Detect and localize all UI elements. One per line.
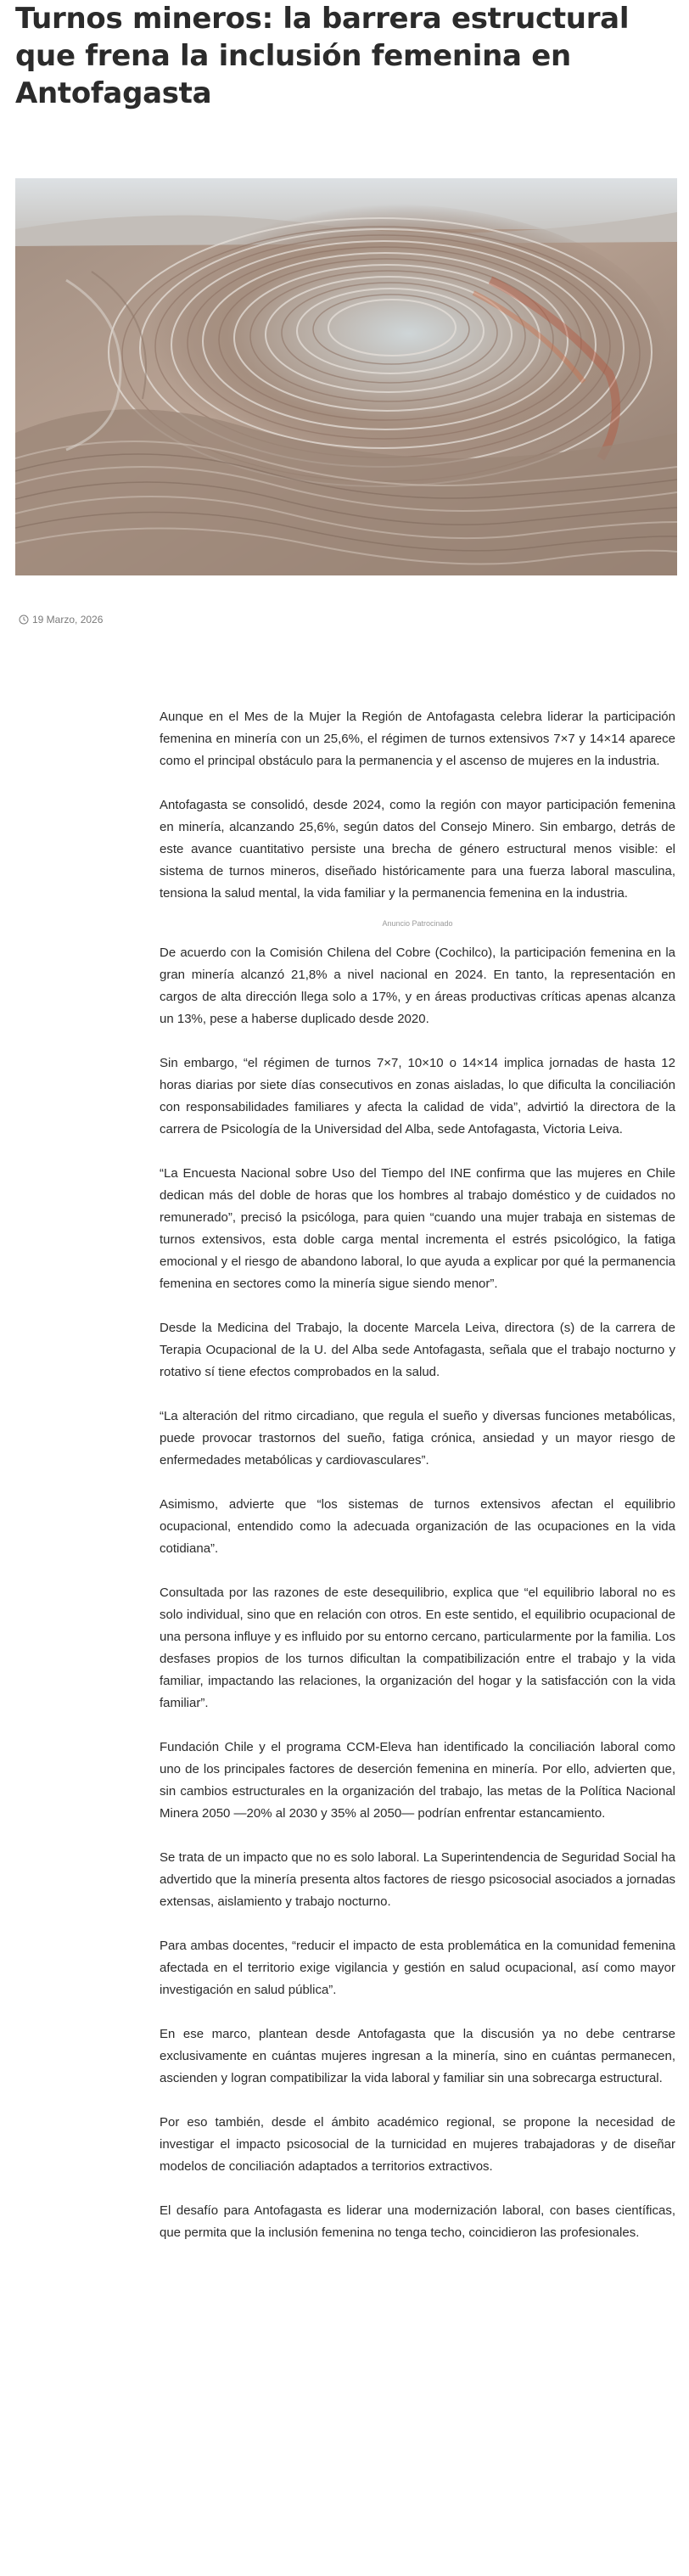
open-pit-mine-photo [15, 178, 677, 575]
article-paragraph: “La alteración del ritmo circadiano, que regula el sueño y diversas funciones metabólicas, puede provocar trastornos del sueño, fatiga crónica, ansiedad y un mayor riesgo de enfermedades metabólicas y cardiovasculares”. [160, 1409, 675, 1468]
article-paragraph: “La Encuesta Nacional sobre Uso del Tiempo del INE confirma que las mujeres en Chile dedican más del doble de horas que los hombres al trabajo doméstico y de cuidados no remunerado”, precisó la psicóloga, para quien “cuando una mujer trabaja en sistemas de turnos extensivos, esta doble carga mental incrementa el estrés psicológico, la fatiga emocional y el riesgo de abandono laboral, lo que ayuda a explicar por qué la permanencia femenina en sectores como la minería sigue siendo menor”. [160, 1166, 675, 1291]
article-paragraph: En ese marco, plantean desde Antofagasta que la discusión ya no debe centrarse exclusivamente en cuántas mujeres ingresan a la minería, sino en cuántas permanecen, ascienden y logran compatibilizar la vida laboral y familiar sin una sobrecarga estructural. [160, 2027, 675, 2085]
article-paragraph: Asimismo, advierte que “los sistemas de turnos extensivos afectan el equilibrio ocupacional, entendido como la adecuada organización de las ocupaciones en la vida cotidiana”. [160, 1497, 675, 1556]
article-paragraph: Antofagasta se consolidó, desde 2024, como la región con mayor participación femenina en minería, alcanzando 25,6%, según datos del Consejo Minero. Sin embargo, detrás de este avance cuantitativo persiste una brecha de género estructural menos visible: el sistema de turnos mineros, diseñado históricamente para una fuerza laboral masculina, tensiona la salud mental, la vida familiar y la permanencia femenina en la industria. [160, 798, 675, 901]
article-paragraph: Aunque en el Mes de la Mujer la Región de Antofagasta celebra liderar la participación femenina en minería con un 25,6%, el régimen de turnos extensivos 7×7 y 14×14 aparece como el principal obstáculo para la permanencia y el ascenso de mujeres en la industria. [160, 710, 675, 768]
article-paragraph: Para ambas docentes, “reducir el impacto de esta problemática en la comunidad femenina afectada en el territorio exige vigilancia y gestión en salud ocupacional, así como mayor investigación en salud pública”. [160, 1939, 675, 1997]
article-body [160, 706, 675, 2266]
publish-date: 19 Marzo, 2026 [32, 614, 104, 626]
hero-image [15, 178, 677, 575]
article-paragraph: De acuerdo con la Comisión Chilena del Cobre (Cochilco), la participación femenina en la gran minería alcanzó 21,8% a nivel nacional en 2024. En tanto, la representación en cargos de alta dirección llega solo a 17%, y en áreas productivas críticas apenas alcanza un 13%, pese a haberse duplicado desde 2020. [160, 946, 675, 1026]
article-meta [19, 614, 103, 626]
article-paragraph: El desafío para Antofagasta es liderar una modernización laboral, con bases científicas, que permita que la inclusión femenina no tenga techo, coincidieron las profesionales. [160, 2203, 675, 2240]
article-paragraph: Fundación Chile y el programa CCM-Eleva han identificado la conciliación laboral como uno de los principales factores de deserción femenina en minería. Por ello, advierten que, sin cambios estructurales en la organización del trabajo, las metas de la Política Nacional Minera 2050 —20% al 2030 y 35% al 2050— podrían enfrentar estancamiento. [160, 1740, 675, 1821]
article-paragraph: Consultada por las razones de este desequilibrio, explica que “el equilibrio laboral no es solo individual, sino que en relación con otros. En este sentido, el equilibrio ocupacional de una persona influye y es influido por su entorno cercano, particularmente por la familia. Los desfases propios de los turnos dificultan la compatibilización entre el trabajo y la vida familiar, impactando las relaciones, la organización del hogar y la satisfacción con la vida familiar”. [160, 1585, 675, 1710]
article-paragraph: Sin embargo, “el régimen de turnos 7×7, 10×10 o 14×14 implica jornadas de hasta 12 horas diarias por siete días consecutivos en zonas aisladas, lo que dificulta la conciliación con responsabilidades familiares y afecta la calidad de vida”, advirtió la directora de la carrera de Psicología de la Universidad del Alba, sede Antofagasta, Victoria Leiva. [160, 1056, 675, 1136]
article-paragraph: Por eso también, desde el ámbito académico regional, se propone la necesidad de investigar el impacto psicosocial de la turnicidad en mujeres trabajadoras y de diseñar modelos de conciliación adaptados a territorios extractivos. [160, 2115, 675, 2174]
article-paragraph: Desde la Medicina del Trabajo, la docente Marcela Leiva, directora (s) de la carrera de Terapia Ocupacional de la U. del Alba sede Antofagasta, señala que el trabajo nocturno y rotativo sí tiene efectos comprobados en la salud. [160, 1321, 675, 1379]
page-title: Turnos mineros: la barrera estructural que frena la inclusión femenina en Antofagasta [15, 2, 630, 110]
sponsored-ad-label: Anuncio Patrocinado [382, 919, 453, 928]
article-paragraph: Se trata de un impacto que no es solo laboral. La Superintendencia de Seguridad Social ha advertido que la minería presenta altos factores de riesgo psicosocial asociados a jornadas extensas, aislamiento y trabajo nocturno. [160, 1850, 675, 1909]
clock-icon [19, 615, 29, 625]
